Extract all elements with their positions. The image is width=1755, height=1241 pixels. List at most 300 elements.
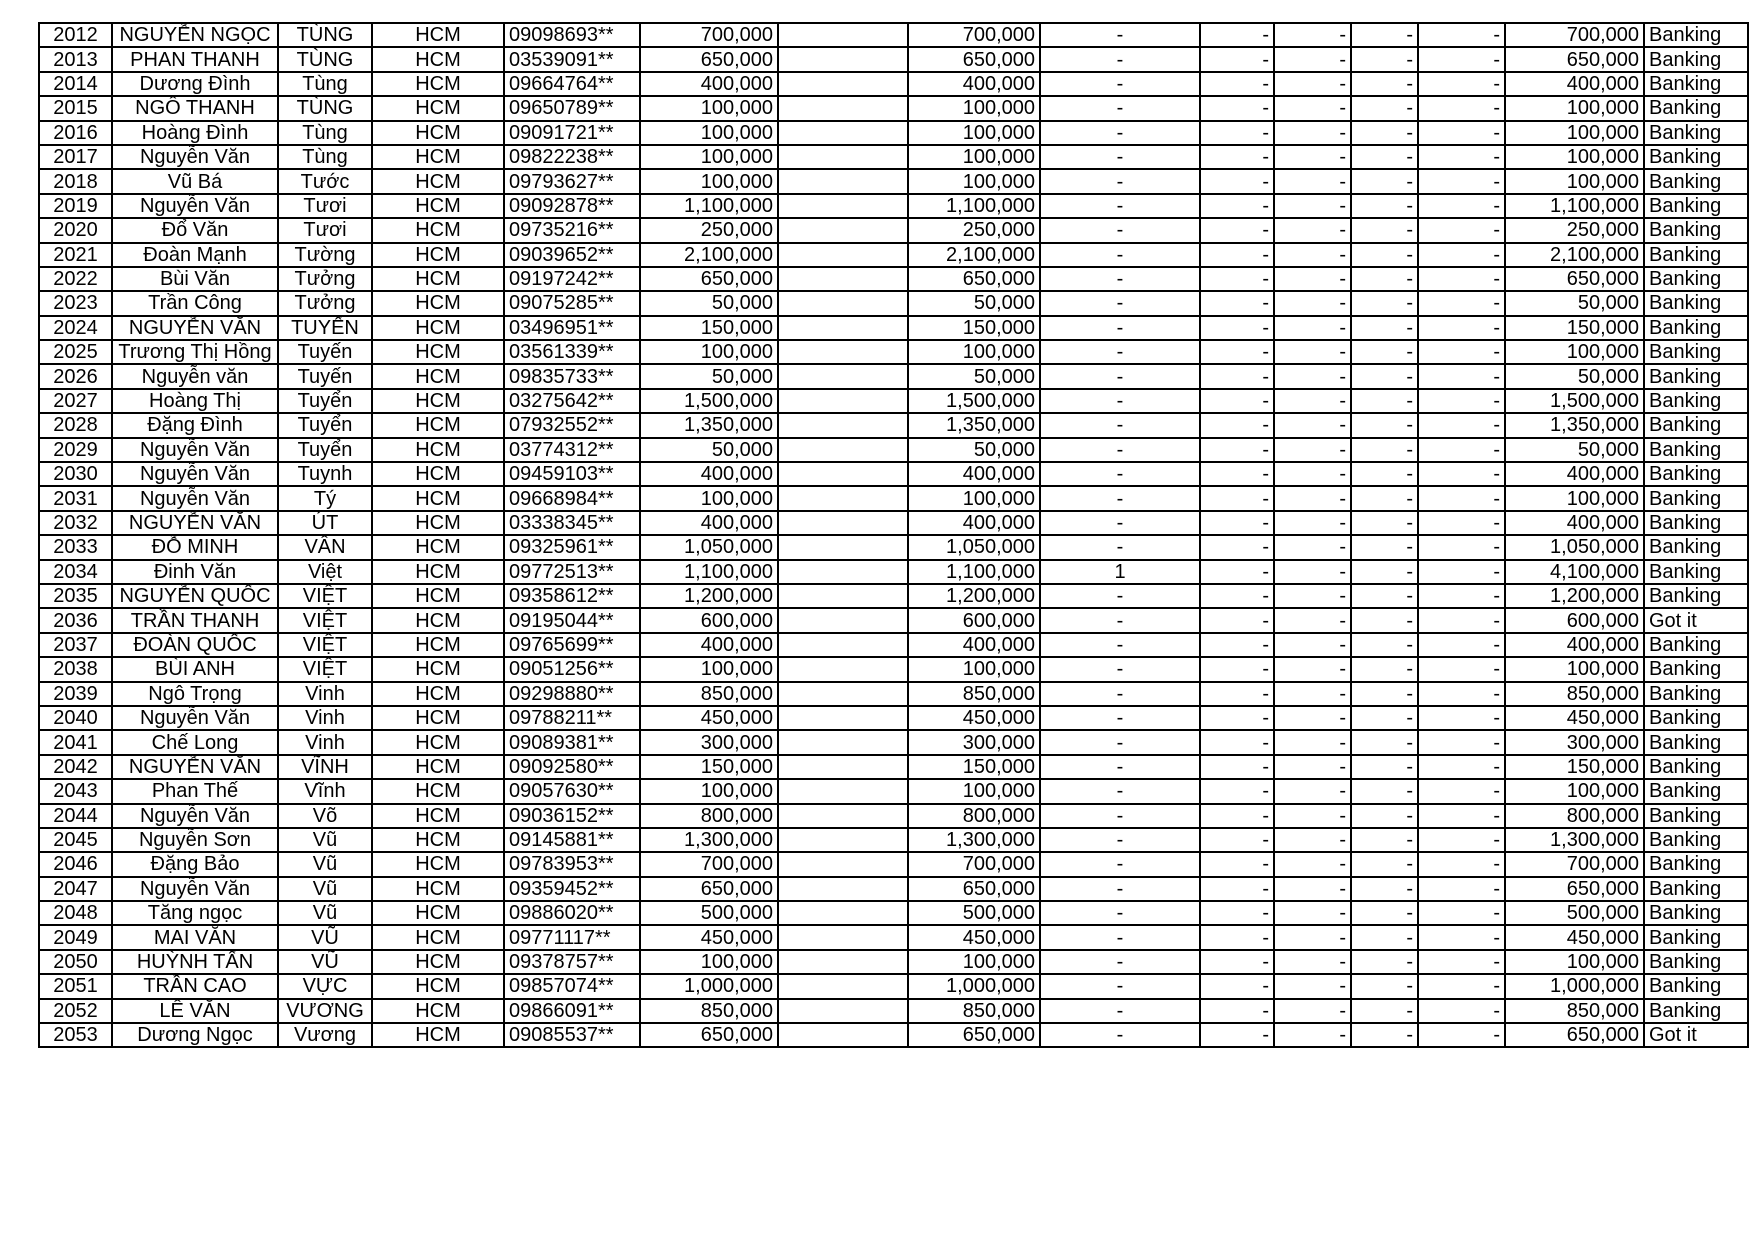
- dash-cell-cell: -: [1351, 560, 1418, 584]
- blank-column-cell: [778, 730, 908, 754]
- city-cell: HCM: [372, 438, 504, 462]
- last-middle-name-cell: NGUYỄN QUỐC: [112, 584, 278, 608]
- dash-cell-cell: -: [1351, 999, 1418, 1023]
- table-row: [39, 121, 1748, 145]
- note-count-cell: -: [1040, 730, 1200, 754]
- note-count-cell: -: [1040, 291, 1200, 315]
- amount-cell: 1,100,000: [640, 194, 778, 218]
- dash-cell-cell: -: [1274, 218, 1351, 242]
- row-number-cell: 2029: [39, 438, 112, 462]
- transfer-amount-cell: 650,000: [908, 47, 1040, 71]
- city-cell: HCM: [372, 852, 504, 876]
- table-row: [39, 267, 1748, 291]
- dash-cell-cell: -: [1351, 657, 1418, 681]
- payment-method-cell: Banking: [1644, 950, 1748, 974]
- first-name-cell: VỰC: [278, 974, 372, 998]
- table-row: [39, 96, 1748, 120]
- payment-method-cell: Banking: [1644, 438, 1748, 462]
- total-amount-cell: 300,000: [1505, 730, 1644, 754]
- city-cell: HCM: [372, 1023, 504, 1047]
- note-count-cell: -: [1040, 72, 1200, 96]
- blank-column-cell: [778, 145, 908, 169]
- row-number-cell: 2041: [39, 730, 112, 754]
- dash-cell-cell: -: [1351, 755, 1418, 779]
- payment-method-cell: Banking: [1644, 730, 1748, 754]
- row-number-cell: 2045: [39, 828, 112, 852]
- note-count-cell: -: [1040, 462, 1200, 486]
- phone-number-cell: 09459103**: [504, 462, 640, 486]
- transfer-amount-cell: 850,000: [908, 682, 1040, 706]
- dash-cell-cell: -: [1200, 462, 1274, 486]
- dash-cell-cell: -: [1200, 511, 1274, 535]
- dash-cell-cell: -: [1274, 462, 1351, 486]
- first-name-cell: Tùng: [278, 121, 372, 145]
- phone-number-cell: 09735216**: [504, 218, 640, 242]
- amount-cell: 700,000: [640, 23, 778, 47]
- first-name-cell: VIỆT: [278, 608, 372, 632]
- amount-cell: 650,000: [640, 1023, 778, 1047]
- total-amount-cell: 1,500,000: [1505, 389, 1644, 413]
- table-row: [39, 608, 1748, 632]
- phone-number-cell: 09664764**: [504, 72, 640, 96]
- table-row: [39, 291, 1748, 315]
- table-row: [39, 23, 1748, 47]
- row-number-cell: 2023: [39, 291, 112, 315]
- transfer-amount-cell: 1,350,000: [908, 413, 1040, 437]
- dash-cell-cell: -: [1200, 730, 1274, 754]
- row-number-cell: 2015: [39, 96, 112, 120]
- transfer-amount-cell: 100,000: [908, 657, 1040, 681]
- row-number-cell: 2040: [39, 706, 112, 730]
- city-cell: HCM: [372, 828, 504, 852]
- dash-cell-cell: -: [1200, 657, 1274, 681]
- dash-cell-cell: -: [1200, 23, 1274, 47]
- phone-number-cell: 09089381**: [504, 730, 640, 754]
- dash-cell-cell: -: [1274, 169, 1351, 193]
- table-row: [39, 535, 1748, 559]
- amount-cell: 850,000: [640, 682, 778, 706]
- first-name-cell: TÙNG: [278, 96, 372, 120]
- blank-column-cell: [778, 608, 908, 632]
- amount-cell: 650,000: [640, 877, 778, 901]
- dash-cell-cell: -: [1351, 486, 1418, 510]
- phone-number-cell: 09098693**: [504, 23, 640, 47]
- dash-cell-cell: -: [1200, 413, 1274, 437]
- dash-cell-cell: -: [1200, 706, 1274, 730]
- dash-cell-cell: -: [1200, 999, 1274, 1023]
- phone-number-cell: 09668984**: [504, 486, 640, 510]
- note-count-cell: -: [1040, 535, 1200, 559]
- transfer-amount-cell: 1,200,000: [908, 584, 1040, 608]
- donation-table: [38, 22, 1749, 1048]
- city-cell: HCM: [372, 804, 504, 828]
- row-number-cell: 2024: [39, 316, 112, 340]
- amount-cell: 1,200,000: [640, 584, 778, 608]
- amount-cell: 400,000: [640, 72, 778, 96]
- row-number-cell: 2051: [39, 974, 112, 998]
- last-middle-name-cell: Vũ Bá: [112, 169, 278, 193]
- last-middle-name-cell: Đặng Đình: [112, 413, 278, 437]
- total-amount-cell: 1,050,000: [1505, 535, 1644, 559]
- dash-cell-cell: -: [1200, 72, 1274, 96]
- payment-method-cell: Banking: [1644, 96, 1748, 120]
- transfer-amount-cell: 100,000: [908, 145, 1040, 169]
- first-name-cell: VƯƠNG: [278, 999, 372, 1023]
- dash-cell-cell: -: [1200, 925, 1274, 949]
- note-count-cell: -: [1040, 706, 1200, 730]
- transfer-amount-cell: 650,000: [908, 267, 1040, 291]
- blank-column-cell: [778, 413, 908, 437]
- phone-number-cell: 09822238**: [504, 145, 640, 169]
- dash-cell-cell: -: [1418, 633, 1505, 657]
- table-row: [39, 999, 1748, 1023]
- phone-number-cell: 09359452**: [504, 877, 640, 901]
- dash-cell-cell: -: [1351, 877, 1418, 901]
- city-cell: HCM: [372, 682, 504, 706]
- payment-method-cell: Banking: [1644, 706, 1748, 730]
- row-number-cell: 2039: [39, 682, 112, 706]
- amount-cell: 100,000: [640, 950, 778, 974]
- row-number-cell: 2036: [39, 608, 112, 632]
- blank-column-cell: [778, 364, 908, 388]
- dash-cell-cell: -: [1351, 950, 1418, 974]
- dash-cell-cell: -: [1418, 804, 1505, 828]
- city-cell: HCM: [372, 413, 504, 437]
- table-row: [39, 584, 1748, 608]
- first-name-cell: Tươi: [278, 218, 372, 242]
- payment-method-cell: Got it: [1644, 608, 1748, 632]
- total-amount-cell: 50,000: [1505, 291, 1644, 315]
- dash-cell-cell: -: [1274, 389, 1351, 413]
- note-count-cell: -: [1040, 316, 1200, 340]
- total-amount-cell: 1,300,000: [1505, 828, 1644, 852]
- dash-cell-cell: -: [1200, 804, 1274, 828]
- dash-cell-cell: -: [1418, 47, 1505, 71]
- blank-column-cell: [778, 389, 908, 413]
- table-row: [39, 560, 1748, 584]
- last-middle-name-cell: Ngô Trọng: [112, 682, 278, 706]
- row-number-cell: 2017: [39, 145, 112, 169]
- city-cell: HCM: [372, 901, 504, 925]
- last-middle-name-cell: Nguyễn Văn: [112, 462, 278, 486]
- payment-method-cell: Banking: [1644, 486, 1748, 510]
- blank-column-cell: [778, 1023, 908, 1047]
- note-count-cell: -: [1040, 511, 1200, 535]
- row-number-cell: 2044: [39, 804, 112, 828]
- table-row: [39, 340, 1748, 364]
- blank-column-cell: [778, 194, 908, 218]
- dash-cell-cell: -: [1274, 511, 1351, 535]
- row-number-cell: 2020: [39, 218, 112, 242]
- first-name-cell: Tuyển: [278, 389, 372, 413]
- table-row: [39, 72, 1748, 96]
- blank-column-cell: [778, 974, 908, 998]
- dash-cell-cell: -: [1351, 96, 1418, 120]
- table-row: [39, 438, 1748, 462]
- amount-cell: 500,000: [640, 901, 778, 925]
- city-cell: HCM: [372, 72, 504, 96]
- row-number-cell: 2016: [39, 121, 112, 145]
- note-count-cell: -: [1040, 218, 1200, 242]
- last-middle-name-cell: HUỲNH TẤN: [112, 950, 278, 974]
- note-count-cell: 1: [1040, 560, 1200, 584]
- dash-cell-cell: -: [1418, 828, 1505, 852]
- dash-cell-cell: -: [1200, 218, 1274, 242]
- last-middle-name-cell: Nguyễn Văn: [112, 194, 278, 218]
- total-amount-cell: 1,100,000: [1505, 194, 1644, 218]
- transfer-amount-cell: 100,000: [908, 96, 1040, 120]
- last-middle-name-cell: NGUYỄN VĂN: [112, 316, 278, 340]
- table-row: [39, 511, 1748, 535]
- payment-method-cell: Banking: [1644, 828, 1748, 852]
- transfer-amount-cell: 400,000: [908, 462, 1040, 486]
- note-count-cell: -: [1040, 389, 1200, 413]
- dash-cell-cell: -: [1200, 267, 1274, 291]
- amount-cell: 50,000: [640, 291, 778, 315]
- dash-cell-cell: -: [1418, 755, 1505, 779]
- transfer-amount-cell: 700,000: [908, 852, 1040, 876]
- payment-method-cell: Banking: [1644, 169, 1748, 193]
- transfer-amount-cell: 500,000: [908, 901, 1040, 925]
- phone-number-cell: 03774312**: [504, 438, 640, 462]
- dash-cell-cell: -: [1351, 145, 1418, 169]
- first-name-cell: Vinh: [278, 730, 372, 754]
- dash-cell-cell: -: [1274, 925, 1351, 949]
- row-number-cell: 2027: [39, 389, 112, 413]
- dash-cell-cell: -: [1274, 706, 1351, 730]
- dash-cell-cell: -: [1274, 340, 1351, 364]
- dash-cell-cell: -: [1418, 145, 1505, 169]
- last-middle-name-cell: MAI VĂN: [112, 925, 278, 949]
- city-cell: HCM: [372, 633, 504, 657]
- city-cell: HCM: [372, 462, 504, 486]
- city-cell: HCM: [372, 584, 504, 608]
- first-name-cell: Vũ: [278, 852, 372, 876]
- dash-cell-cell: -: [1418, 72, 1505, 96]
- city-cell: HCM: [372, 145, 504, 169]
- blank-column-cell: [778, 438, 908, 462]
- transfer-amount-cell: 1,050,000: [908, 535, 1040, 559]
- first-name-cell: Tươi: [278, 194, 372, 218]
- dash-cell-cell: -: [1200, 291, 1274, 315]
- dash-cell-cell: -: [1200, 364, 1274, 388]
- city-cell: HCM: [372, 316, 504, 340]
- dash-cell-cell: -: [1418, 877, 1505, 901]
- table-row: [39, 194, 1748, 218]
- total-amount-cell: 400,000: [1505, 72, 1644, 96]
- note-count-cell: -: [1040, 145, 1200, 169]
- dash-cell-cell: -: [1418, 560, 1505, 584]
- transfer-amount-cell: 850,000: [908, 999, 1040, 1023]
- dash-cell-cell: -: [1418, 438, 1505, 462]
- dash-cell-cell: -: [1200, 340, 1274, 364]
- dash-cell-cell: -: [1351, 1023, 1418, 1047]
- dash-cell-cell: -: [1418, 389, 1505, 413]
- transfer-amount-cell: 600,000: [908, 608, 1040, 632]
- dash-cell-cell: -: [1418, 706, 1505, 730]
- payment-method-cell: Banking: [1644, 413, 1748, 437]
- city-cell: HCM: [372, 267, 504, 291]
- phone-number-cell: 03275642**: [504, 389, 640, 413]
- dash-cell-cell: -: [1351, 682, 1418, 706]
- dash-cell-cell: -: [1351, 730, 1418, 754]
- dash-cell-cell: -: [1418, 608, 1505, 632]
- dash-cell-cell: -: [1274, 999, 1351, 1023]
- blank-column-cell: [778, 511, 908, 535]
- phone-number-cell: 09771117**: [504, 925, 640, 949]
- row-number-cell: 2033: [39, 535, 112, 559]
- last-middle-name-cell: TRẦN THANH: [112, 608, 278, 632]
- payment-method-cell: Banking: [1644, 682, 1748, 706]
- phone-number-cell: 09195044**: [504, 608, 640, 632]
- total-amount-cell: 150,000: [1505, 755, 1644, 779]
- table-row: [39, 974, 1748, 998]
- amount-cell: 250,000: [640, 218, 778, 242]
- transfer-amount-cell: 300,000: [908, 730, 1040, 754]
- payment-method-cell: Banking: [1644, 218, 1748, 242]
- transfer-amount-cell: 2,100,000: [908, 243, 1040, 267]
- row-number-cell: 2043: [39, 779, 112, 803]
- phone-number-cell: 09886020**: [504, 901, 640, 925]
- city-cell: HCM: [372, 706, 504, 730]
- total-amount-cell: 500,000: [1505, 901, 1644, 925]
- transfer-amount-cell: 1,100,000: [908, 194, 1040, 218]
- city-cell: HCM: [372, 243, 504, 267]
- amount-cell: 100,000: [640, 96, 778, 120]
- total-amount-cell: 100,000: [1505, 657, 1644, 681]
- dash-cell-cell: -: [1200, 584, 1274, 608]
- dash-cell-cell: -: [1418, 657, 1505, 681]
- dash-cell-cell: -: [1418, 121, 1505, 145]
- phone-number-cell: 09085537**: [504, 1023, 640, 1047]
- table-row: [39, 364, 1748, 388]
- dash-cell-cell: -: [1351, 243, 1418, 267]
- payment-method-cell: Banking: [1644, 194, 1748, 218]
- amount-cell: 450,000: [640, 706, 778, 730]
- city-cell: HCM: [372, 925, 504, 949]
- dash-cell-cell: -: [1418, 462, 1505, 486]
- transfer-amount-cell: 400,000: [908, 633, 1040, 657]
- note-count-cell: -: [1040, 852, 1200, 876]
- first-name-cell: TÙNG: [278, 47, 372, 71]
- city-cell: HCM: [372, 999, 504, 1023]
- phone-number-cell: 09145881**: [504, 828, 640, 852]
- transfer-amount-cell: 400,000: [908, 511, 1040, 535]
- total-amount-cell: 50,000: [1505, 438, 1644, 462]
- total-amount-cell: 100,000: [1505, 340, 1644, 364]
- last-middle-name-cell: Dương Đình: [112, 72, 278, 96]
- dash-cell-cell: -: [1351, 72, 1418, 96]
- payment-method-cell: Banking: [1644, 72, 1748, 96]
- note-count-cell: -: [1040, 1023, 1200, 1047]
- dash-cell-cell: -: [1351, 389, 1418, 413]
- total-amount-cell: 700,000: [1505, 852, 1644, 876]
- blank-column-cell: [778, 340, 908, 364]
- dash-cell-cell: -: [1351, 316, 1418, 340]
- dash-cell-cell: -: [1274, 560, 1351, 584]
- blank-column-cell: [778, 560, 908, 584]
- amount-cell: 800,000: [640, 804, 778, 828]
- table-row: [39, 877, 1748, 901]
- row-number-cell: 2049: [39, 925, 112, 949]
- first-name-cell: Tuyển: [278, 438, 372, 462]
- total-amount-cell: 650,000: [1505, 877, 1644, 901]
- city-cell: HCM: [372, 218, 504, 242]
- payment-method-cell: Banking: [1644, 804, 1748, 828]
- payment-method-cell: Banking: [1644, 511, 1748, 535]
- first-name-cell: Vinh: [278, 706, 372, 730]
- dash-cell-cell: -: [1200, 96, 1274, 120]
- note-count-cell: -: [1040, 96, 1200, 120]
- phone-number-cell: 09866091**: [504, 999, 640, 1023]
- transfer-amount-cell: 50,000: [908, 364, 1040, 388]
- payment-method-cell: Banking: [1644, 779, 1748, 803]
- last-middle-name-cell: Đoàn Mạnh: [112, 243, 278, 267]
- blank-column-cell: [778, 121, 908, 145]
- total-amount-cell: 600,000: [1505, 608, 1644, 632]
- phone-number-cell: 09057630**: [504, 779, 640, 803]
- amount-cell: 50,000: [640, 364, 778, 388]
- dash-cell-cell: -: [1200, 1023, 1274, 1047]
- dash-cell-cell: -: [1274, 1023, 1351, 1047]
- last-middle-name-cell: Đặng Bảo: [112, 852, 278, 876]
- last-middle-name-cell: Phan Thế: [112, 779, 278, 803]
- first-name-cell: TUYẾN: [278, 316, 372, 340]
- dash-cell-cell: -: [1418, 413, 1505, 437]
- dash-cell-cell: -: [1200, 316, 1274, 340]
- note-count-cell: -: [1040, 243, 1200, 267]
- table-row: [39, 389, 1748, 413]
- note-count-cell: -: [1040, 877, 1200, 901]
- table-row: [39, 901, 1748, 925]
- table-row: [39, 730, 1748, 754]
- phone-number-cell: 09092878**: [504, 194, 640, 218]
- note-count-cell: -: [1040, 804, 1200, 828]
- phone-number-cell: 09378757**: [504, 950, 640, 974]
- table-row: [39, 633, 1748, 657]
- payment-method-cell: Banking: [1644, 340, 1748, 364]
- last-middle-name-cell: NGUYỄN VĂN: [112, 511, 278, 535]
- dash-cell-cell: -: [1200, 169, 1274, 193]
- transfer-amount-cell: 100,000: [908, 486, 1040, 510]
- table-row: [39, 413, 1748, 437]
- table-row: [39, 486, 1748, 510]
- first-name-cell: Vũ: [278, 828, 372, 852]
- dash-cell-cell: -: [1274, 608, 1351, 632]
- first-name-cell: VIỆT: [278, 584, 372, 608]
- city-cell: HCM: [372, 291, 504, 315]
- note-count-cell: -: [1040, 584, 1200, 608]
- dash-cell-cell: -: [1351, 608, 1418, 632]
- transfer-amount-cell: 100,000: [908, 121, 1040, 145]
- amount-cell: 850,000: [640, 999, 778, 1023]
- table-row: [39, 462, 1748, 486]
- dash-cell-cell: -: [1351, 706, 1418, 730]
- transfer-amount-cell: 50,000: [908, 291, 1040, 315]
- phone-number-cell: 09325961**: [504, 535, 640, 559]
- blank-column-cell: [778, 999, 908, 1023]
- table-row: [39, 243, 1748, 267]
- dash-cell-cell: -: [1418, 291, 1505, 315]
- dash-cell-cell: -: [1200, 535, 1274, 559]
- city-cell: HCM: [372, 755, 504, 779]
- dash-cell-cell: -: [1418, 852, 1505, 876]
- transfer-amount-cell: 400,000: [908, 72, 1040, 96]
- row-number-cell: 2013: [39, 47, 112, 71]
- dash-cell-cell: -: [1200, 779, 1274, 803]
- payment-method-cell: Banking: [1644, 267, 1748, 291]
- amount-cell: 150,000: [640, 755, 778, 779]
